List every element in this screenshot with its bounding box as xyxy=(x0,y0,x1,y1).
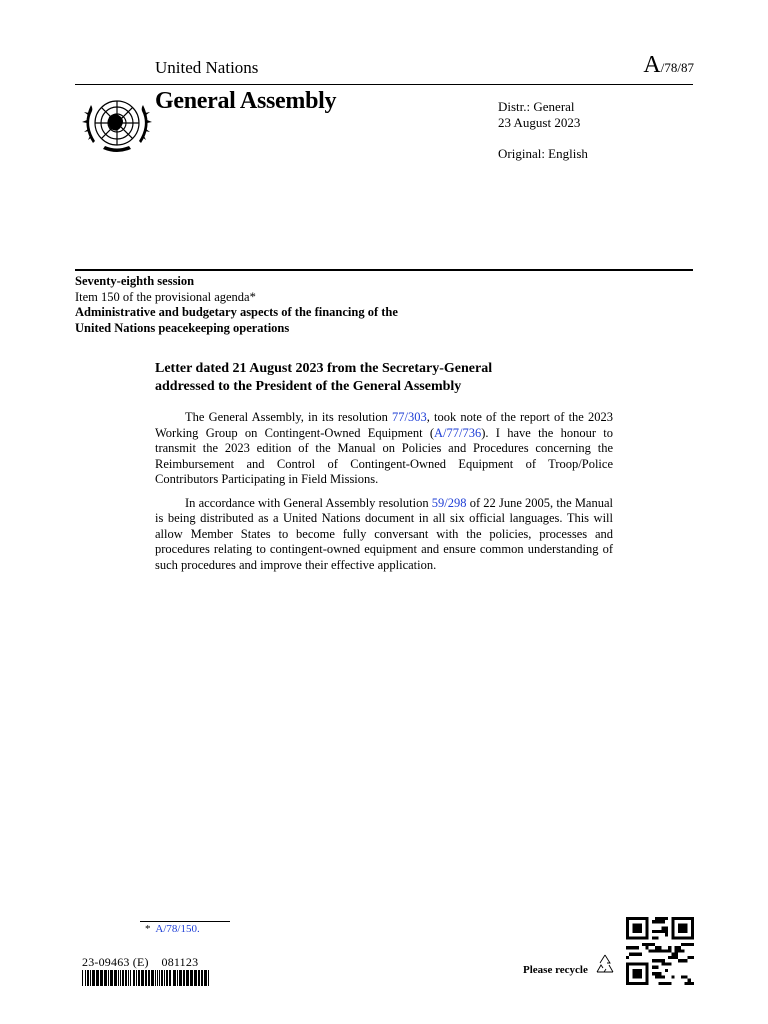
footnote-rule xyxy=(140,921,230,922)
issue-date: 23 August 2023 xyxy=(498,115,581,130)
footnote-link[interactable]: A/78/150. xyxy=(155,923,200,935)
header-rule xyxy=(75,84,693,85)
barcode-icon xyxy=(82,970,210,986)
distribution: Distr.: General xyxy=(498,99,575,114)
un-emblem-icon xyxy=(79,91,155,155)
document-symbol xyxy=(643,52,694,79)
symbol-prefix: A xyxy=(643,52,661,78)
session-block xyxy=(75,274,398,336)
footnote-marker: * xyxy=(145,923,151,935)
symbol-suffix: /78/87 xyxy=(660,60,694,75)
topic-line-2: United Nations peacekeeping operations xyxy=(75,320,290,335)
footnote xyxy=(145,923,200,935)
original-language: Original: English xyxy=(498,146,588,161)
letter-title xyxy=(155,360,615,396)
distribution-block xyxy=(498,99,588,162)
body-title: General Assembly xyxy=(155,88,337,114)
letter-body xyxy=(155,410,613,581)
recycle-label: Please recycle xyxy=(523,964,588,976)
resolution-link-77-303[interactable]: 77/303 xyxy=(392,410,427,424)
job-number: 23-09463 (E) 081123 xyxy=(82,955,199,969)
report-link-a-77-736[interactable]: A/77/736 xyxy=(434,425,482,440)
paragraph-2: In accordance with General Assembly resolution 59/298 of 22 June 2005, the Manual is being distributed as a United Nations document in all six official languages. This will allow Member States to become fully conversant with the policies, processes and procedures relating to contingent-owned equipment and ensure common understanding of such procedures and improve their effective application. xyxy=(155,495,613,572)
org-name: United Nations xyxy=(155,58,259,77)
session-name: Seventy-eighth session xyxy=(75,274,195,288)
recycle-icon xyxy=(592,952,618,978)
resolution-link-59-298[interactable]: 59/298 xyxy=(431,495,467,510)
session-rule xyxy=(75,269,693,271)
letter-title-line-2: addressed to the President of the General Assembly xyxy=(155,379,462,394)
agenda-item: Item 150 of the provisional agenda* xyxy=(75,289,256,304)
paragraph-1: The General Assembly, in its resolution 77/303, took note of the report of the 2023 Working Group on Contingent-Owned Equipment (A/77/736). I have the honour to transmit the 2023 edition of the Manual on Policies and Procedures concerning the Reimbursement and Control of Contingent-Owned Equipment of Troop/Police Contributors Participating in Field Missions. xyxy=(155,410,613,486)
qr-code-icon xyxy=(626,917,694,985)
topic-line-1: Administrative and budgetary aspects of the financing of the xyxy=(75,305,398,319)
letter-title-line-1: Letter dated 21 August 2023 from the Secretary-General xyxy=(155,361,493,376)
